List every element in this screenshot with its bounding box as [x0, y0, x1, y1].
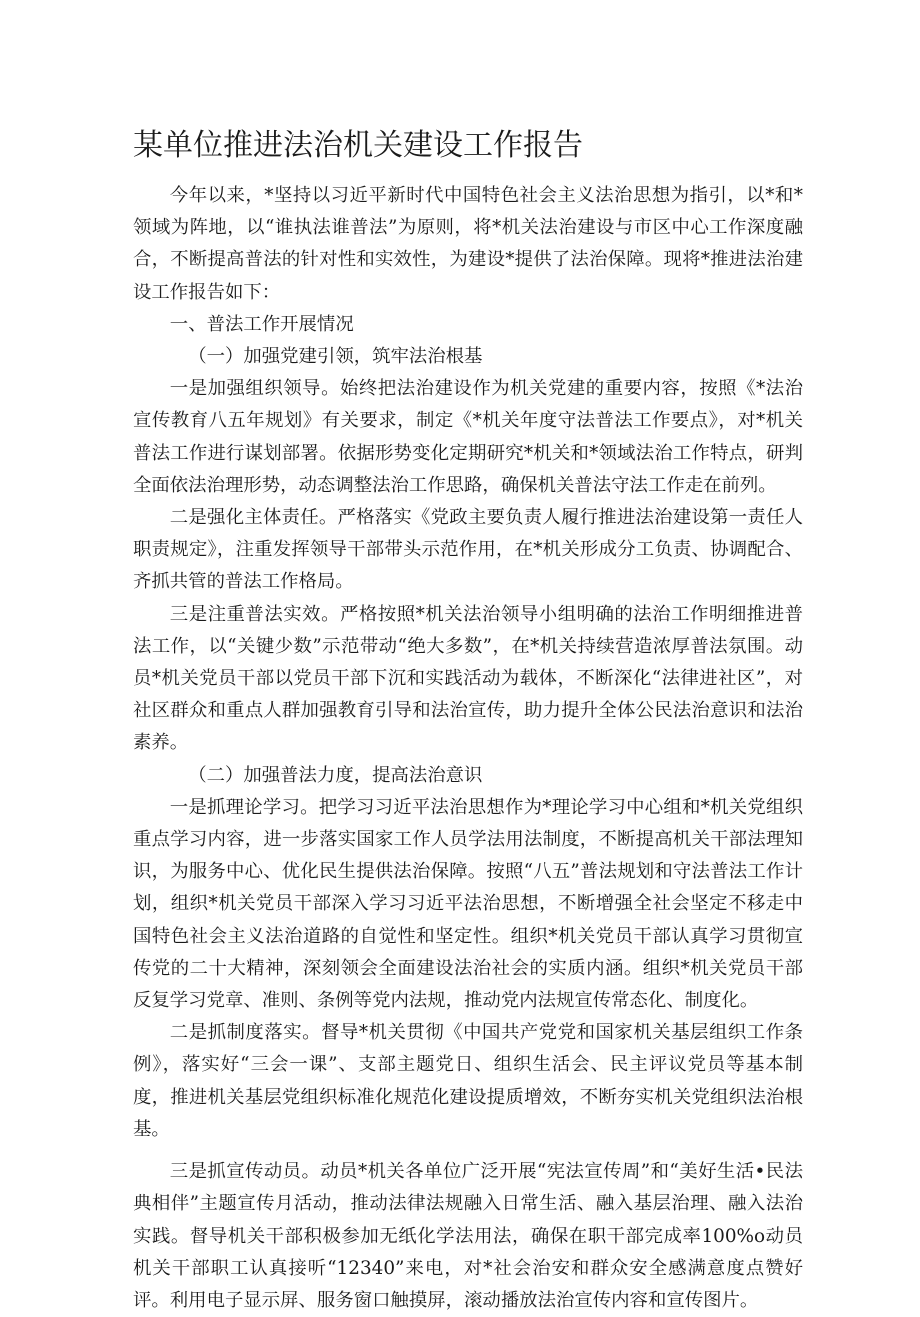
document-body: [133, 180, 803, 1317]
body-paragraph: 一是抓理论学习。把学习习近平法治思想作为*理论学习中心组和*机关党组织重点学习内容，进一步落实国家工作人员学法用法制度，不断提高机关干部法理知识，为服务中心、优化民生提供法治保障。按照“八五”普法规划和守法普法工作计划，组织*机关党员干部深入学习习近平法治思想，不断增强全社会坚定不移走中国特色社会主义法治道路的自觉性和坚定性。组织*机关党员干部认真学习贯彻宣传党的二十大精神，深刻领会全面建设法治社会的实质内涵。组织*机关党员干部反复学习党章、准则、条例等党内法规，推动党内法规宣传常态化、制度化。: [133, 796, 803, 1012]
document-title: 某单位推进法治机关建设工作报告: [133, 128, 583, 163]
body-paragraph: 一是加强组织领导。始终把法治建设作为机关党建的重要内容，按照《*法治宣传教育八五年规划》有关要求，制定《*机关年度守法普法工作要点》，对*机关普法工作进行谋划部署。依据形势变化定期研究*机关和*领域法治工作特点，研判全面依法治理形势，动态调整法治工作思路，确保机关普法守法工作走在前列。: [133, 378, 803, 496]
body-paragraph: 二是强化主体责任。严格落实《党政主要负责人履行推进法治建设第一责任人职责规定》，注重发挥领导干部带头示范作用，在*机关形成分工负责、协调配合、齐抓共管的普法工作格局。: [133, 507, 803, 593]
sub-heading: （一）加强党建引领，筑牢法治根基: [188, 346, 483, 368]
body-paragraph: 二是抓制度落实。督导*机关贯彻《中国共产党党和国家机关基层组织工作条例》，落实好“三会一课”、支部主题党日、组织生活会、民主评议党员等基本制度，推进机关基层党组织标准化规范化建设提质增效，不断夯实机关党组织法治根基。: [133, 1022, 803, 1140]
sub-heading: （二）加强普法力度，提高法治意识: [188, 764, 483, 786]
section-heading: 一、普法工作开展情况: [169, 313, 354, 335]
body-paragraph: 三是抓宣传动员。动员*机关各单位广泛开展“宪法宣传周”和“美好生活•民法典相伴”主题宣传月活动，推动法律法规融入日常生活、融入基层治理、融入法治实践。督导机关干部积极参加无纸化学法用法，确保在职干部完成率100%o动员机关干部职工认真接听“12340”来电，对*社会治安和群众安全感满意度点赞好评。利用电子显示屏、服务窗口触摸屏，滚动播放法治宣传内容和宣传图片。: [133, 1161, 803, 1311]
intro-paragraph: 今年以来，*坚持以习近平新时代中国特色社会主义法治思想为指引，以*和*领域为阵地，以“谁执法谁普法”为原则，将*机关法治建设与市区中心工作深度融合，不断提高普法的针对性和实效性，为建设*提供了法治保障。现将*推进法治建设工作报告如下：: [133, 185, 803, 303]
body-paragraph: 三是注重普法实效。严格按照*机关法治领导小组明确的法治工作明细推进普法工作，以“关键少数”示范带动“绝大多数”，在*机关持续营造浓厚普法氛围。动员*机关党员干部以党员干部下沉和实践活动为载体，不断深化“法律进社区”，对社区群众和重点人群加强教育引导和法治宣传，助力提升全体公民法治意识和法治素养。: [133, 603, 803, 754]
